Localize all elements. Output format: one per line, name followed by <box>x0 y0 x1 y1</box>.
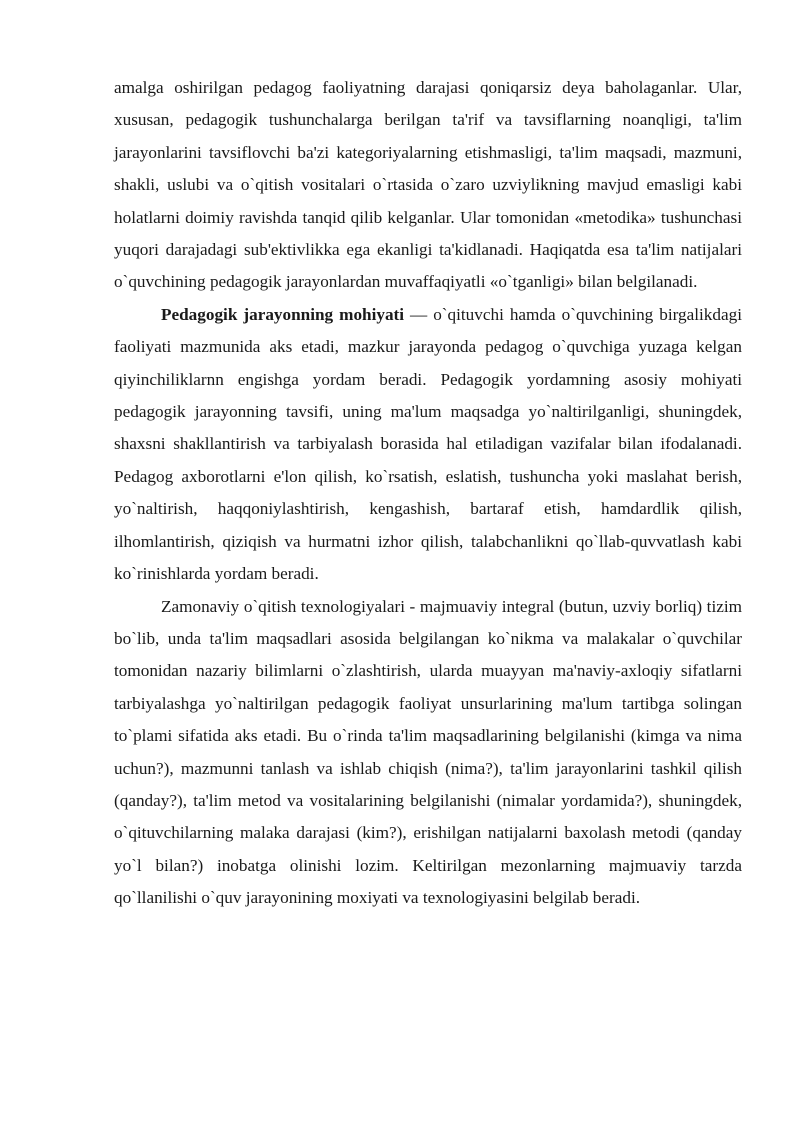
paragraph-2-body: — o`qituvchi hamda o`quvchining birgalikdagi faoliyati mazmunida aks etadi, mazkur jarayonda pedagog o`quvchiga yuzaga kelgan qiyinchiliklarnn engishga yordam beradi. Pedagogik yordamning asosiy mohiyati pedagogik jarayonning tavsifi, uning ma'lum maqsadga yo`naltirilganligi, shuningdek, shaxsni shakllantirish va tarbiyalash borasida hal etiladigan vazifalar bilan ifodalanadi. Pedagog axborotlarni e'lon qilish, ko`rsatish, eslatish, tushuncha yoki maslahat berish, yo`naltirish, haqqoniylashtirish, kengashish, bartaraf etish, hamdardlik qilish, ilhomlantirish, qiziqish va hurmatni izhor qilish, talabchanlikni qo`llab-quvvatlash kabi ko`rinishlarda yordam beradi. <box>114 304 742 584</box>
paragraph-2-term: Pedagogik jarayonning mohiyati <box>161 304 405 324</box>
paragraph-3: Zamonaviy o`qitish texnologiyalari - majmuaviy integral (butun, uzviy borliq) tizim bo`lib, unda ta'lim maqsadlari asosida belgilangan ko`nikma va malakalar o`quvchilar tomonidan nazariy bilimlarni o`zlashtirish, ularda muayyan ma'naviy-axloqiy sifatlarni tarbiyalashga yo`naltirilgan pedagogik faoliyat unsurlarining ma'lum tartibga solingan to`plami sifatida aks etadi. Bu o`rinda ta'lim maqsadlarining belgilanishi (kimga va nima uchun?), mazmunni tanlash va ishlab chiqish (nima?), ta'lim jarayonlarini tashkil qilish (qanday?), ta'lim metod va vositalarining belgilanishi (nimalar yordamida?), shuningdek, o`qituvchilarning malaka darajasi (kim?), erishilgan natijalarni baxolash metodi (qanday yo`l bilan?) inobatga olinishi lozim. Keltirilgan mezonlarning majmuaviy tarzda qo`llanilishi o`quv jarayonining moxiyati va texnologiyasini belgilab beradi. <box>114 596 742 908</box>
document-page <box>114 72 742 915</box>
paragraph-1: amalga oshirilgan pedagog faoliyatning darajasi qoniqarsiz deya baholaganlar. Ular, xususan, pedagogik tushunchalarga berilgan ta'rif va tavsiflarning noanqligi, ta'lim jarayonlarini tavsiflovchi ba'zi kategoriyalarning etishmasligi, ta'lim maqsadi, mazmuni, shakli, uslubi va o`qitish vositalari o`rtasida o`zaro uzviylikning mavjud emasligi kabi holatlarni doimiy ravishda tanqid qilib kelganlar. Ular tomonidan «metodika» tushunchasi yuqori darajadagi sub'ektivlikka ega ekanligi ta'kidlanadi. Haqiqatda esa ta'lim natijalari o`quvchining pedagogik jarayonlardan muvaffaqiyatli «o`tganligi» bilan belgilanadi. <box>114 78 742 292</box>
paragraph-2 <box>114 299 742 591</box>
